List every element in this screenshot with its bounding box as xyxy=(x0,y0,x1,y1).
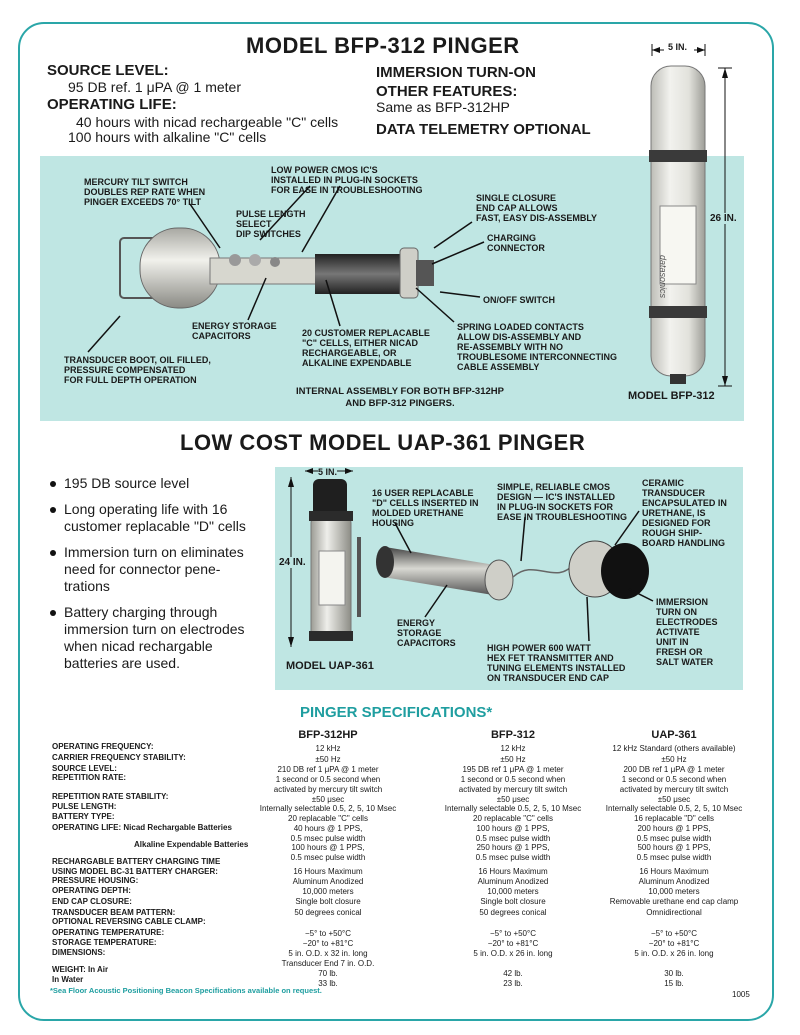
spec-cell: 5 in. O.D. x 26 in. long xyxy=(473,949,553,958)
spec-cell: 40 hours @ 1 PPS, 0.5 msec pulse width 100 hours @ 1 PPS, 0.5 msec pulse width xyxy=(290,824,366,862)
spec-label: RECHARGABLE BATTERY CHARGING TIME USING MODEL BC-31 BATTERY CHARGER: xyxy=(52,857,221,876)
spec-cell: 5 in. O.D. x 26 in. long xyxy=(634,949,714,958)
spec-label: OPERATING DEPTH: xyxy=(52,886,131,895)
spec-cell: 1 second or 0.5 second when activated by mercury tilt switch xyxy=(458,775,568,794)
single-closure-label: SINGLE CLOSURE END CAP ALLOWS FAST, EASY DIS-ASSEMBLY xyxy=(476,193,598,223)
other-features-value: Same as BFP-312HP xyxy=(376,99,510,115)
uap-height-label: 24 IN. xyxy=(279,557,306,568)
spec-cell: Internally selectable 0.5, 2, 5, 10 Msec xyxy=(605,804,743,813)
cmos-ic-label: LOW POWER CMOS IC'S INSTALLED IN PLUG-IN SOCKETS FOR EASE IN TROUBLESHOOTING xyxy=(271,165,423,195)
energy-storage-label: ENERGY STORAGE CAPACITORS xyxy=(192,321,277,341)
hexfet-label: HIGH POWER 600 WATT HEX FET TRANSMITTER AND TUNING ELEMENTS INSTALLED ON TRANSDUCER END CAP xyxy=(487,643,626,683)
spec-cell: 5 in. O.D. x 32 in. long Transducer End 7 in. O.D. xyxy=(281,949,375,968)
spec-cell: 200 hours @ 1 PPS, 0.5 msec pulse width 500 hours @ 1 PPS, 0.5 msec pulse width xyxy=(636,824,712,862)
spec-cell: 70 lb. 33 lb. xyxy=(318,969,338,988)
uap-cmos-label: SIMPLE, RELIABLE CMOS DESIGN — IC'S INSTALLED IN PLUG-IN SOCKETS FOR EASE IN TROUBLESHOOTING xyxy=(497,482,628,522)
spec-cell: Removable urethane end cap clamp xyxy=(609,897,739,906)
spec-cell: 20 replacable "C" cells xyxy=(288,814,368,823)
spring-contacts-label: SPRING LOADED CONTACTS ALLOW DIS-ASSEMBLY AND RE-ASSEMBLY WITH NO TROUBLESOME INTERCONNECTING CABLE ASSEMBLY xyxy=(457,322,618,372)
spec-cell: 42 lb. 23 lb. xyxy=(503,969,523,988)
spec-cell: −20° to +81°C xyxy=(648,939,700,948)
spec-cell: −20° to +81°C xyxy=(487,939,539,948)
spec-label: Alkaline Expendable Batteries xyxy=(134,840,249,849)
uap-energy-label: ENERGY STORAGE CAPACITORS xyxy=(397,618,456,648)
spec-label: CARRIER FREQUENCY STABILITY: xyxy=(52,753,186,762)
d-cells-label: 16 USER REPLACABLE "D" CELLS INSERTED IN MOLDED URETHANE HOUSING xyxy=(372,488,479,528)
spec-cell: −20° to +81°C xyxy=(302,939,354,948)
operating-life-line2: 100 hours with alkaline "C" cells xyxy=(68,129,267,145)
spec-cell: 100 hours @ 1 PPS, 0.5 msec pulse width 250 hours @ 1 PPS, 0.5 msec pulse width xyxy=(475,824,551,862)
spec-label: SOURCE LEVEL: xyxy=(52,764,117,773)
spec-label: TRANSDUCER BEAM PATTERN: xyxy=(52,908,176,917)
spec-cell: 210 DB ref 1 μPA @ 1 meter xyxy=(277,765,379,774)
mercury-tilt-label: MERCURY TILT SWITCH DOUBLES REP RATE WHEN PINGER EXCEEDS 70° TILT xyxy=(84,177,206,207)
spec-cell: ±50 Hz xyxy=(661,755,687,764)
operating-life-heading: OPERATING LIFE: xyxy=(47,96,177,113)
spec-label: PULSE LENGTH: xyxy=(52,802,117,811)
spec-cell: ±50 μsec xyxy=(657,795,691,804)
uap-width-label: 5 IN. xyxy=(318,467,338,477)
spec-label: WEIGHT: In Air In Water xyxy=(52,965,109,984)
spec-cell: 12 kHz Standard (others available) xyxy=(612,744,736,753)
spec-label: OPTIONAL REVERSING CABLE CLAMP: xyxy=(52,917,206,926)
spec-label: STORAGE TEMPERATURE: xyxy=(52,938,157,947)
uap361-title: LOW COST MODEL UAP-361 PINGER xyxy=(180,430,586,455)
spec-cell: Aluminum Anodized xyxy=(292,877,364,886)
spec-cell: ±50 μsec xyxy=(496,795,530,804)
spec-cell: Single bolt closure xyxy=(295,897,361,906)
on-off-switch-label: ON/OFF SWITCH xyxy=(483,295,555,305)
spec-cell: −5° to +50°C xyxy=(305,929,351,938)
page-number: 1005 xyxy=(732,990,750,999)
datasonics-logo: datasonics xyxy=(658,255,668,299)
spec-cell: ±50 μsec xyxy=(311,795,345,804)
spec-cell: Aluminum Anodized xyxy=(477,877,549,886)
specs-footnote: *Sea Floor Acoustic Positioning Beacon Specifications available on request. xyxy=(50,986,322,995)
spec-cell: 195 DB ref 1 μPA @ 1 meter xyxy=(462,765,564,774)
bfp312-caption: MODEL BFP-312 xyxy=(628,390,715,402)
source-level-heading: SOURCE LEVEL: xyxy=(47,62,169,79)
pulse-length-label: PULSE LENGTH SELECT DIP SWITCHES xyxy=(236,209,306,239)
spec-cell: 1 second or 0.5 second when activated by mercury tilt switch xyxy=(619,775,729,794)
assembly-caption: INTERNAL ASSEMBLY FOR BOTH BFP-312HP AND BFP-312 PINGERS. xyxy=(296,386,504,409)
spec-cell: 16 replacable "D" cells xyxy=(634,814,714,823)
ceramic-transducer-label: CERAMIC TRANSDUCER ENCAPSULATED IN URETHANE, IS DESIGNED FOR ROUGH SHIP- BOARD HANDLING xyxy=(642,478,727,548)
specs-title: PINGER SPECIFICATIONS* xyxy=(300,704,493,721)
assembly-callout-arrows xyxy=(40,156,640,421)
spec-cell: ±50 Hz xyxy=(500,755,526,764)
spec-label: OPERATING TEMPERATURE: xyxy=(52,928,165,937)
spec-label: END CAP CLOSURE: xyxy=(52,897,132,906)
uap-bullet-2: Long operating life with 16 customer replacable "D" cells xyxy=(64,501,246,534)
spec-cell: 10,000 meters xyxy=(648,887,700,896)
spec-cell: Omnidirectional xyxy=(646,908,702,917)
immersion-electrodes-label: IMMERSION TURN ON ELECTRODES ACTIVATE UNIT IN FRESH OR SALT WATER xyxy=(656,597,718,667)
spec-cell: 16 Hours Maximum xyxy=(293,867,363,876)
spec-cell: Internally selectable 0.5, 2, 5, 10 Msec xyxy=(259,804,397,813)
spec-label: BATTERY TYPE: xyxy=(52,812,115,821)
spec-cell: 16 Hours Maximum xyxy=(478,867,548,876)
spec-column-heading: UAP-361 xyxy=(651,729,697,741)
spec-label: OPERATING LIFE: Nicad Rechargable Batteries xyxy=(52,823,232,832)
bfp312-width-label: 5 IN. xyxy=(668,42,688,52)
spec-cell: 16 Hours Maximum xyxy=(639,867,709,876)
charging-connector-label: CHARGING CONNECTOR xyxy=(487,233,545,253)
spec-cell: 200 DB ref 1 μPA @ 1 meter xyxy=(623,765,725,774)
spec-cell: 12 kHz xyxy=(315,744,341,753)
spec-column-heading: BFP-312HP xyxy=(298,729,358,741)
uap-bullet-3: Immersion turn on eliminates need for connector pene- trations xyxy=(64,544,244,594)
spec-cell: 1 second or 0.5 second when activated by mercury tilt switch xyxy=(273,775,383,794)
spec-cell: 12 kHz xyxy=(500,744,526,753)
other-features-heading: OTHER FEATURES: xyxy=(376,83,518,100)
spec-cell: 20 replacable "C" cells xyxy=(473,814,553,823)
uap-bullet-4: Battery charging through immersion turn on electrodes when nicad rechargable batteries are used. xyxy=(64,604,245,671)
spec-column-heading: BFP-312 xyxy=(490,729,536,741)
spec-cell: 50 degrees conical xyxy=(479,908,547,917)
bfp312-title: MODEL BFP-312 PINGER xyxy=(246,33,520,58)
source-level-value: 95 DB ref. 1 μPA @ 1 meter xyxy=(68,79,241,95)
spec-cell: Single bolt closure xyxy=(480,897,546,906)
spec-label: DIMENSIONS: xyxy=(52,948,106,957)
spec-cell: −5° to +50°C xyxy=(490,929,536,938)
spec-cell: 10,000 meters xyxy=(302,887,354,896)
immersion-turn-on: IMMERSION TURN-ON xyxy=(376,64,536,81)
spec-label: OPERATING FREQUENCY: xyxy=(52,742,154,751)
bfp312-height-label: 26 IN. xyxy=(710,213,737,224)
spec-label: REPETITION RATE: xyxy=(52,773,127,782)
uap-callout-arrows xyxy=(275,467,743,690)
spec-cell: 50 degrees conical xyxy=(294,908,362,917)
spec-cell: Aluminum Anodized xyxy=(638,877,710,886)
uap-bullet-1: 195 DB source level xyxy=(64,475,190,491)
spec-cell: Internally selectable 0.5, 2, 5, 10 Msec xyxy=(444,804,582,813)
spec-cell: ±50 Hz xyxy=(315,755,341,764)
spec-cell: −5° to +50°C xyxy=(651,929,697,938)
data-telemetry: DATA TELEMETRY OPTIONAL xyxy=(376,121,591,138)
spec-cell: 30 lb. 15 lb. xyxy=(664,969,684,988)
c-cells-label: 20 CUSTOMER REPLACABLE "C" CELLS, EITHER NICAD RECHARGEABLE, OR ALKALINE EXPENDABLE xyxy=(302,328,430,368)
operating-life-line1: 40 hours with nicad rechargeable "C" cells xyxy=(76,114,339,130)
spec-cell: 10,000 meters xyxy=(487,887,539,896)
spec-label: PRESSURE HOUSING: xyxy=(52,876,139,885)
uap-caption: MODEL UAP-361 xyxy=(286,660,374,672)
transducer-boot-label: TRANSDUCER BOOT, OIL FILLED, PRESSURE COMPENSATED FOR FULL DEPTH OPERATION xyxy=(64,355,211,385)
spec-label: REPETITION RATE STABILITY: xyxy=(52,792,169,801)
